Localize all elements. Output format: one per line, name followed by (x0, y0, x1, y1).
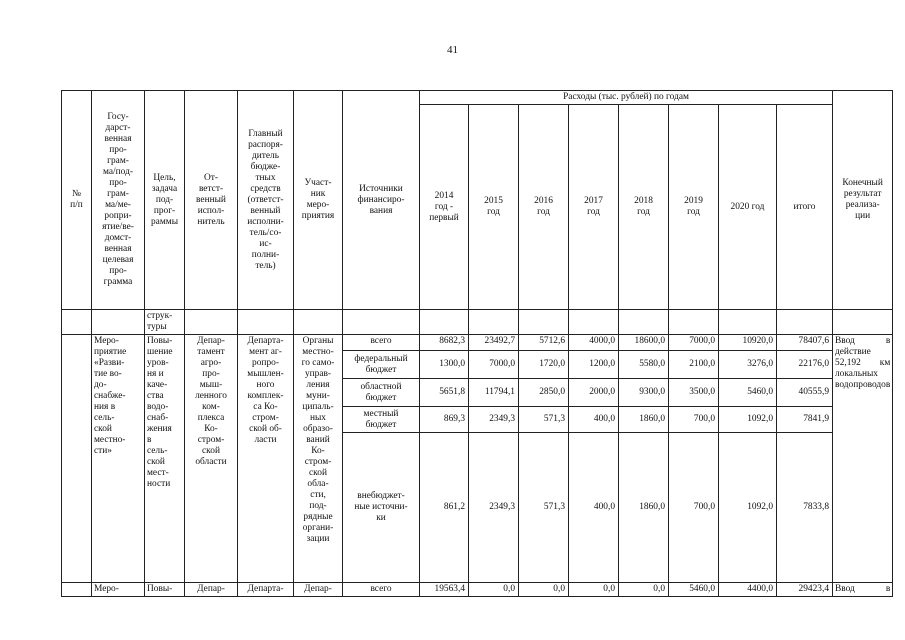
value-cell: 869,3 (420, 407, 469, 433)
value-cell: 2850,0 (519, 379, 569, 407)
value-cell: 5712,6 (519, 335, 569, 351)
measure-1-goal: Повы- шение уров- ня и каче- ства водо- снаб- жения в сель- ской мест- ности (145, 335, 185, 583)
header-result: Конечный результат реализа- ции (833, 91, 893, 310)
value-cell: 0,0 (619, 583, 669, 597)
budget-table (61, 90, 893, 597)
source-total: всего (343, 335, 420, 351)
header-total: итого (777, 105, 833, 310)
value-cell: 1092,0 (719, 433, 777, 583)
value-cell: 1860,0 (619, 433, 669, 583)
measure-1-name: Меро- приятие «Разви- тие во- до- снабже- ния в сель- ской местно- сти» (92, 335, 145, 583)
value-cell: 40555,9 (777, 379, 833, 407)
header-year-2017: 2017 год (569, 105, 619, 310)
source-extrabudgetary: внебюджет- ные источни- ки (343, 433, 420, 583)
measure-2-executor: Депар- (185, 583, 238, 597)
measure-2-goal: Повы- (145, 583, 185, 597)
table-row (62, 583, 893, 597)
measure-2-main-manager: Департа- (238, 583, 294, 597)
measure-1-executor: Депар- тамент агро- про- мыш- ленного ком- плекса Ко- стром- ской области (185, 335, 238, 583)
value-cell: 7000,0 (669, 335, 719, 351)
value-cell: 3500,0 (669, 379, 719, 407)
value-cell: 7841,9 (777, 407, 833, 433)
value-cell: 700,0 (669, 433, 719, 583)
header-sources: Источники финансиро- вания (343, 91, 420, 310)
value-cell: 19563,4 (420, 583, 469, 597)
source-regional: областной бюджет (343, 379, 420, 407)
value-cell: 1720,0 (519, 351, 569, 379)
header-participant: Участ- ник меро- приятия (294, 91, 343, 310)
value-cell: 1860,0 (619, 407, 669, 433)
value-cell: 3276,0 (719, 351, 777, 379)
value-cell: 571,3 (519, 407, 569, 433)
value-cell: 78407,6 (777, 335, 833, 351)
value-cell: 1200,0 (569, 351, 619, 379)
value-cell: 5580,0 (619, 351, 669, 379)
header-year-2019: 2019 год (669, 105, 719, 310)
value-cell: 0,0 (569, 583, 619, 597)
value-cell: 2000,0 (569, 379, 619, 407)
value-cell: 4000,0 (569, 335, 619, 351)
value-cell: 23492,7 (469, 335, 519, 351)
value-cell: 0,0 (469, 583, 519, 597)
value-cell: 2100,0 (669, 351, 719, 379)
source-federal: федеральный бюджет (343, 351, 420, 379)
table-row (62, 335, 893, 351)
measure-1-result: Ввод в действие 52,192 км локальных водопроводов (833, 335, 893, 583)
value-cell: 18600,0 (619, 335, 669, 351)
header-executor: От- ветст- венный испол- нитель (185, 91, 238, 310)
value-cell: 1300,0 (420, 351, 469, 379)
header-goal: Цель, задача под- прог- раммы (145, 91, 185, 310)
header-main-manager: Главный распоря- дитель бюдже- тных средств (ответст- венный исполни- тель/со- ис- полни- тель) (238, 91, 294, 310)
source-local: местный бюджет (343, 407, 420, 433)
value-cell: 22176,0 (777, 351, 833, 379)
value-cell: 400,0 (569, 407, 619, 433)
value-cell: 2349,3 (469, 433, 519, 583)
header-year-2014: 2014 год - первый (420, 105, 469, 310)
value-cell: 7833,8 (777, 433, 833, 583)
header-year-2015: 2015 год (469, 105, 519, 310)
value-cell: 9300,0 (619, 379, 669, 407)
measure-2-source: всего (343, 583, 420, 597)
value-cell: 861,2 (420, 433, 469, 583)
measure-2-result: Ввод в (833, 583, 893, 597)
value-cell: 0,0 (519, 583, 569, 597)
header-year-2016: 2016 год (519, 105, 569, 310)
measure-2-name: Меро- (92, 583, 145, 597)
goal-continuation: струк- туры (145, 310, 185, 335)
value-cell: 1092,0 (719, 407, 777, 433)
measure-1-no (62, 335, 92, 583)
header-year-2018: 2018 год (619, 105, 669, 310)
value-cell: 29423,4 (777, 583, 833, 597)
value-cell: 5460,0 (719, 379, 777, 407)
value-cell: 7000,0 (469, 351, 519, 379)
value-cell: 2349,3 (469, 407, 519, 433)
header-year-2020: 2020 год (719, 105, 777, 310)
measure-1-participant: Органы местно- го само- управ- ления муни- ципаль- ных образо- ваний Ко- стром- ской обла- сти, под- рядные органи- зации (294, 335, 343, 583)
value-cell: 8682,3 (420, 335, 469, 351)
header-row-top (62, 91, 893, 105)
measure-2-participant: Депар- (294, 583, 343, 597)
page-number: 41 (447, 44, 458, 56)
measure-1-main-manager: Департа- мент аг- ропро- мышлен- ного комплек- са Ко- стром- ской об- ласти (238, 335, 294, 583)
header-no: № п/п (62, 91, 92, 310)
value-cell: 5651,8 (420, 379, 469, 407)
value-cell: 11794,1 (469, 379, 519, 407)
value-cell: 700,0 (669, 407, 719, 433)
value-cell: 400,0 (569, 433, 619, 583)
header-program: Госу- дарст- венная про- грам- ма/под- про- грам- ма/ме- ропри- ятие/ве- домст- венная целевая про- грамма (92, 91, 145, 310)
value-cell: 571,3 (519, 433, 569, 583)
value-cell: 4400,0 (719, 583, 777, 597)
value-cell: 10920,0 (719, 335, 777, 351)
header-expenses: Расходы (тыс. рублей) по годам (420, 91, 833, 105)
value-cell: 5460,0 (669, 583, 719, 597)
continuation-row (62, 310, 893, 335)
